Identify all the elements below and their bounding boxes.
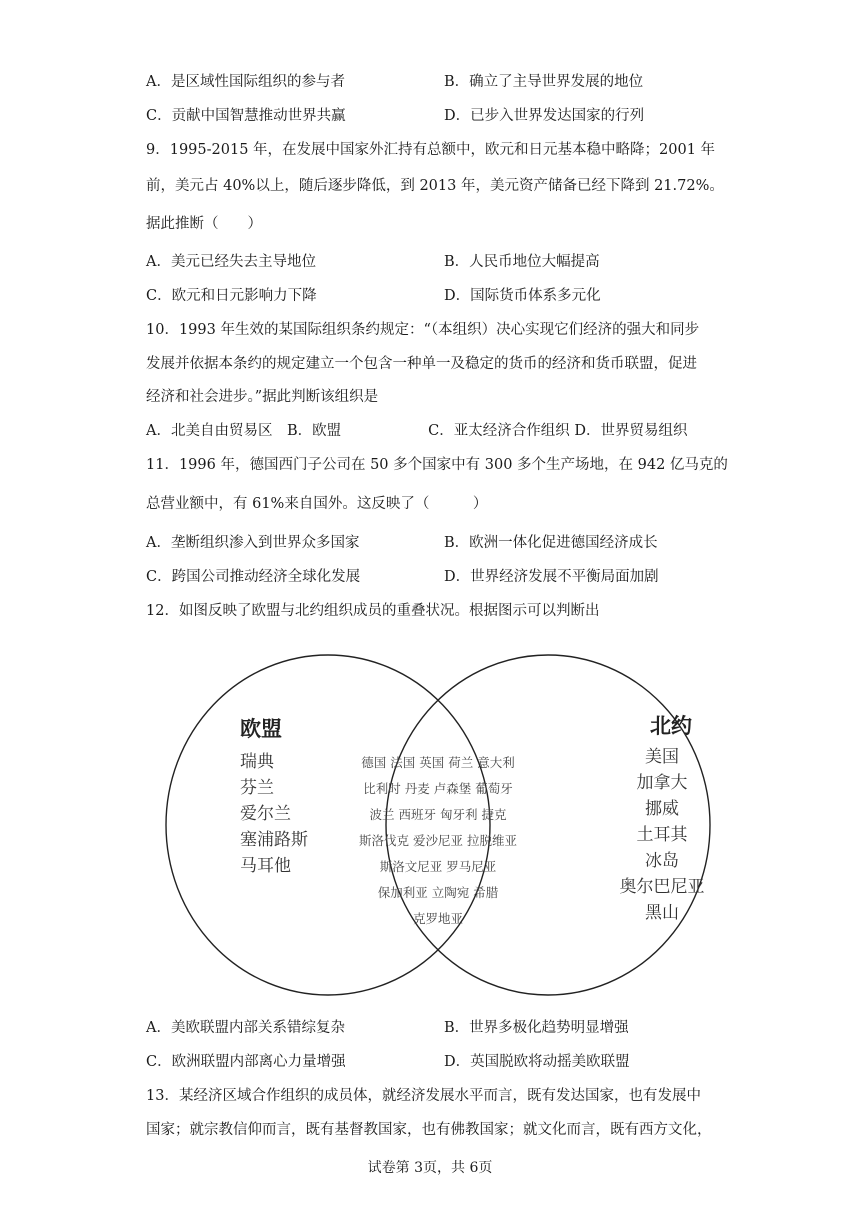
q10-stem-line2: 发展并依据本条约的规定建立一个包含一种单一及稳定的货币的经济和货币联盟，促进 — [146, 356, 697, 372]
q11-option-a: A．垄断组织渗入到世界众多国家 — [146, 535, 360, 551]
eu-only-item: 瑞典 — [240, 752, 274, 772]
q10-options: A．北美自由贸易区 B．欧盟 C．亚太经济合作组织 D．世界贸易组织 — [146, 423, 688, 439]
nato-only-item: 土耳其 — [636, 825, 688, 845]
q12-option-b: B．世界多极化趋势明显增强 — [444, 1020, 629, 1036]
nato-only-item: 黑山 — [645, 903, 679, 923]
q11-option-d: D．世界经济发展不平衡局面加剧 — [444, 569, 659, 585]
q8-option-d: D．已步入世界发达国家的行列 — [444, 108, 645, 124]
nato-only-list — [612, 744, 712, 926]
q10-stem-line1: 10．1993 年生效的某国际组织条约规定：“（本组织）决心实现它们经济的强大和同步 — [146, 322, 700, 338]
overlap-row: 德国 法国 英国 荷兰 意大利 — [361, 755, 515, 770]
eu-only-list — [240, 749, 308, 879]
q12-option-a: A．美欧联盟内部关系错综复杂 — [146, 1020, 345, 1036]
q13-stem-line2: 国家；就宗教信仰而言，既有基督教国家，也有佛教国家；就文化而言，既有西方文化， — [146, 1122, 712, 1138]
eu-only-item: 塞浦路斯 — [240, 830, 308, 850]
overlap-row: 保加利亚 立陶宛 希腊 — [377, 885, 499, 900]
q8-option-c: C．贡献中国智慧推动世界共赢 — [146, 108, 346, 124]
eu-title: 欧盟 — [240, 716, 282, 741]
nato-title: 北约 — [650, 713, 692, 738]
q12-option-d: D．英国脱欧将动摇美欧联盟 — [444, 1054, 630, 1070]
q11-stem-line1: 11．1996 年，德国西门子公司在 50 多个国家中有 300 多个生产场地，在 942 亿马克的 — [146, 457, 728, 473]
overlap-row: 比利时 丹麦 卢森堡 葡萄牙 — [363, 781, 513, 796]
q9-option-a: A．美元已经失去主导地位 — [146, 254, 316, 270]
nato-only-item: 奥尔巴尼亚 — [619, 877, 705, 897]
q11-option-c: C．跨国公司推动经济全球化发展 — [146, 569, 361, 585]
q8-option-b: B．确立了主导世界发展的地位 — [444, 74, 644, 90]
q9-stem-line3: 据此推断（ ） — [146, 216, 262, 232]
venn-diagram — [160, 640, 720, 1010]
q12-stem: 12．如图反映了欧盟与北约组织成员的重叠状况。根据图示可以判断出 — [146, 603, 600, 619]
nato-only-item: 美国 — [645, 747, 679, 767]
eu-only-item: 芬兰 — [240, 778, 274, 798]
q9-option-d: D．国际货币体系多元化 — [444, 288, 601, 304]
nato-only-item: 挪威 — [645, 799, 679, 819]
q9-option-b: B．人民币地位大幅提高 — [444, 254, 600, 270]
overlap-row: 斯洛文尼亚 罗马尼亚 — [379, 859, 497, 874]
nato-only-item: 加拿大 — [636, 773, 688, 793]
eu-only-item: 马耳他 — [240, 856, 291, 876]
overlap-list — [340, 750, 536, 932]
q9-stem-line1: 9．1995-2015 年，在发展中国家外汇持有总额中，欧元和日元基本稳中略降；2001 年 — [146, 142, 716, 158]
q9-option-c: C．欧元和日元影响力下降 — [146, 288, 317, 304]
overlap-row: 克罗地亚 — [412, 911, 463, 926]
page-footer: 试卷第 3页，共 6页 — [367, 1160, 493, 1176]
q11-option-b: B．欧洲一体化促进德国经济成长 — [444, 535, 658, 551]
q10-stem-line3: 经济和社会进步。”据此判断该组织是 — [146, 389, 379, 405]
eu-only-item: 爱尔兰 — [240, 804, 291, 824]
q9-stem-line2: 前，美元占 40%以上，随后逐步降低，到 2013 年，美元资产储备已经下降到 21.72%。 — [146, 178, 724, 194]
q13-stem-line1: 13．某经济区域合作组织的成员体，就经济发展水平而言，既有发达国家，也有发展中 — [146, 1088, 701, 1104]
q11-stem-line2: 总营业额中，有 61%来自国外。这反映了（ ） — [146, 496, 488, 512]
nato-only-item: 冰岛 — [645, 851, 679, 871]
q8-option-a: A．是区域性国际组织的参与者 — [146, 74, 345, 90]
overlap-row: 斯洛伐克 爱沙尼亚 拉脱维亚 — [359, 833, 517, 848]
overlap-row: 波兰 西班牙 匈牙利 捷克 — [369, 807, 507, 822]
q12-option-c: C．欧洲联盟内部离心力量增强 — [146, 1054, 346, 1070]
